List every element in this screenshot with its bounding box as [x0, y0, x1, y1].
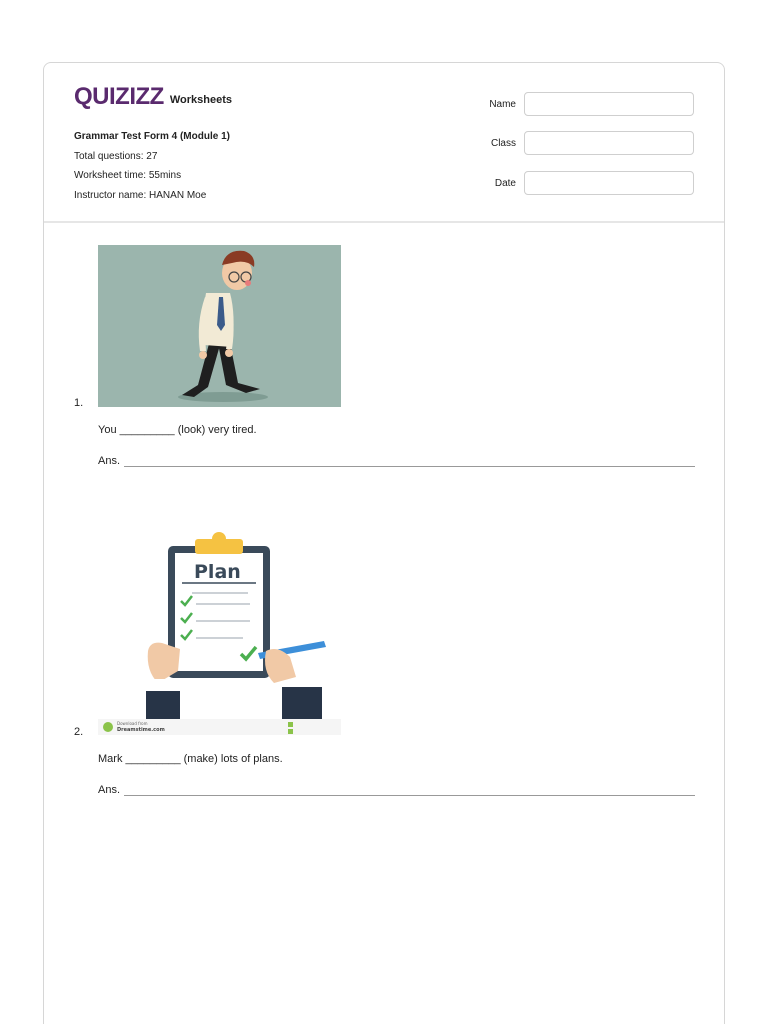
name-label: Name [489, 98, 516, 110]
question-2-number: 2. [74, 726, 84, 738]
date-field-row [464, 171, 694, 195]
question-2-image [98, 501, 341, 735]
name-field-row [464, 92, 694, 116]
quizizz-logo: QUIZIZZ [74, 83, 164, 110]
question-2-answer [98, 784, 695, 796]
question-1-answer [98, 455, 695, 467]
class-label: Class [490, 137, 516, 149]
worksheet-title: Grammar Test Form 4 (Module 1) [74, 131, 230, 142]
tired-man-illustration [98, 245, 341, 407]
brand-subtitle: Worksheets [169, 94, 232, 106]
question-1-number: 1. [74, 397, 84, 409]
date-input[interactable] [524, 171, 694, 195]
question-2-text: Mark _________ (make) lots of plans. [98, 753, 283, 765]
brand [74, 85, 232, 109]
worksheet-header [44, 63, 724, 223]
worksheet-page [43, 62, 725, 1024]
date-label: Date [494, 177, 516, 189]
answer-label: Ans. [98, 784, 121, 796]
class-field-row [464, 131, 694, 155]
question-1-text: You _________ (look) very tired. [98, 424, 257, 436]
plan-heading: Plan [194, 561, 241, 583]
worksheet-time: Worksheet time: 55mins [74, 170, 182, 181]
total-questions: Total questions: 27 [74, 150, 158, 162]
answer-label: Ans. [98, 455, 121, 467]
worksheet-meta [74, 127, 230, 205]
watermark-brand: Dreamstime.com [117, 727, 165, 733]
instructor-name: Instructor name: HANAN Moe [74, 189, 207, 201]
plan-clipboard-illustration [98, 501, 341, 735]
watermark-text-left: Download from [117, 721, 148, 726]
answer-line[interactable] [124, 457, 695, 467]
name-input[interactable] [524, 92, 694, 116]
question-1-image [98, 245, 341, 407]
answer-line[interactable] [124, 786, 695, 796]
class-input[interactable] [524, 131, 694, 155]
